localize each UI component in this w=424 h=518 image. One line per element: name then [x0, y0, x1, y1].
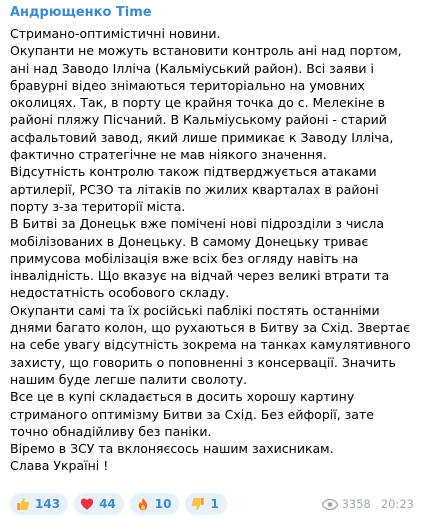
reaction-count: 44	[99, 497, 116, 511]
post-paragraph: Віремо в ЗСУ та вклоняєсось нашим захисникам.	[10, 441, 334, 457]
post-paragraph: Все це в купі складається в досить хорошу картину стриманого оптимізму Битви за Схід. Без ейфорії, зате точно обнадійливу без паніки.	[10, 389, 374, 439]
post-text	[10, 25, 414, 475]
reaction-fire[interactable]	[130, 493, 180, 515]
fire-icon	[136, 497, 150, 511]
view-count: 3358	[341, 497, 371, 511]
thumbs-down-icon	[191, 497, 205, 511]
post-paragraph: В Битві за Донецьк вже помічені нові підрозділи з числа мобілізованих в Донецьку. В самому Донецьку триває примусова мобілізація вже всіх без огляду навіть на інвалідність. Що вказує на відчай через великі втрати та недостатність особового складу.	[10, 216, 390, 301]
reaction-heart[interactable]	[74, 493, 124, 515]
reaction-count: 1	[210, 497, 219, 511]
reaction-thumbs-down[interactable]	[185, 493, 226, 515]
post-paragraph: Окупанти не можуть встановити контроль ані над портом, ані над Заводо Ілліча (Кальміуський район). Всі заяви і бравурні відео знімаються територіально на умовних околицях. Так, в порту це крайня точка до с. Мелекіне в районі пляжу Пісчаний. В Кальміуському районі - старий асфальтовий завод, який лише примикає к Заводу Ілліча, фактично стратегічне не мав ніякого значення.	[10, 43, 402, 163]
red-heart-icon	[80, 497, 94, 511]
post-paragraph: Слава Україні !	[10, 458, 109, 474]
reaction-count: 10	[154, 497, 172, 511]
post-paragraph: Відсутність контролю також підтверджується атаками артилерії, РСЗО та літаків по жилих кварталах в районі порту з-за території міста.	[10, 164, 379, 214]
channel-name[interactable]: Андрющенко Time	[10, 5, 152, 20]
view-counter	[322, 497, 371, 511]
reaction-count: 143	[35, 497, 61, 511]
eye-icon	[322, 499, 338, 510]
reaction-thumbs-up[interactable]	[10, 493, 68, 515]
post-time: 20:23	[380, 497, 414, 511]
post-footer	[10, 492, 414, 516]
post-paragraph: Окупанти самі та їх російські паблікі постять останніми днями багато колон, що рухаються в Битву за Схід. Звертає на себе увагу відсутність зокрема на танках камулятивного захисту, що говорить о поповненні з консервації. Значить нашим буде легше палити сволоту.	[10, 302, 411, 387]
thumbs-up-icon	[16, 497, 30, 511]
post-paragraph: Стримано-оптимістичні новини.	[10, 26, 221, 41]
